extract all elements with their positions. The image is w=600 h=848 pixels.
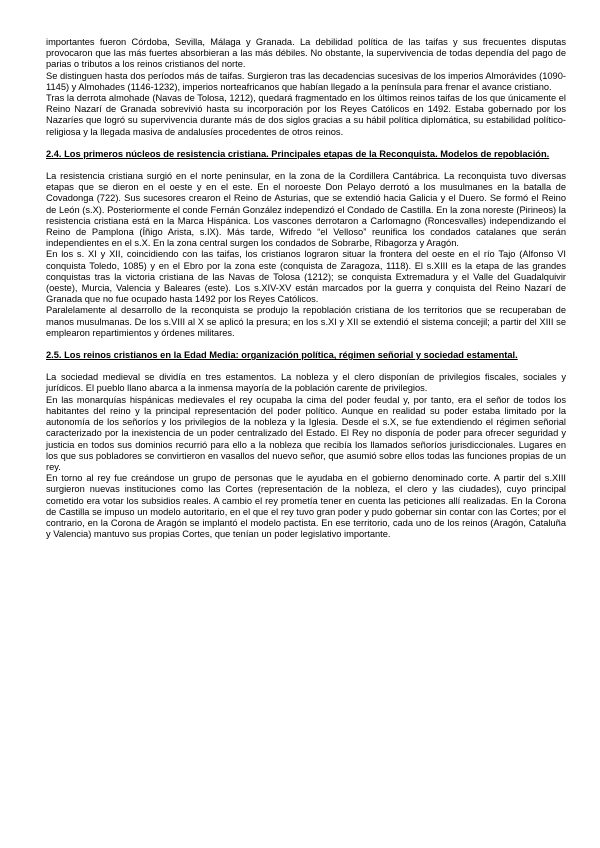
- paragraph: La sociedad medieval se dividía en tres estamentos. La nobleza y el clero disponían de privilegios fiscales, sociales y jurídicos. El pueblo llano abarca a la inmensa mayoría de la población carente de privilegios.: [46, 372, 566, 394]
- section-2-5-body: [46, 372, 566, 540]
- paragraph: En torno al rey fue creándose un grupo de personas que le ayudaba en el gobierno denominado corte. A partir del s.XIII surgieron nuevas instituciones como las Cortes (representación de la nobleza, el clero y las ciudades), cuyo principal cometido era votar los subsidios reales. A cambio el rey prometía tener en cuenta las peticiones allí realizadas. En la Corona de Castilla se impuso un modelo autoritario, en el que el rey tuvo gran poder y pudo gobernar sin contar con las Cortes; por el contrario, en la Corona de Aragón se implantó el modelo pactista. En ese territorio, cada uno de los reinos (Aragón, Cataluña y Valencia) mantuvo sus propias Cortes, que tenían un poder legislativo importante.: [46, 473, 566, 540]
- section-heading-2-5: 2.5. Los reinos cristianos en la Edad Media: organización política, régimen señorial y sociedad estamental.: [46, 350, 518, 361]
- paragraph: Se distinguen hasta dos períodos más de taifas. Surgieron tras las decadencias sucesivas de los imperios Almorávides (1090-1145) y Almohades (1146-1232), imperios norteafricanos que habían llegado a la península para frenar el avance cristiano.: [46, 70, 566, 92]
- paragraph: La resistencia cristiana surgió en el norte peninsular, en la zona de la Cordillera Cantábrica. La reconquista tuvo diversas etapas que se dieron en el oeste y en el este. En el noroeste Don Pelayo derrotó a los musulmanes en la batalla de Covadonga (722). Sus sucesores crearon el Reino de Asturias, que se extendió hacia Galicia y el Duero. Se formó el Reino de León (s.X). Posteriormente el conde Fernán González independizó el Condado de Castilla. En la zona noreste (Pirineos) la resistencia cristiana está en la Marca Hispánica. Los vascones derrotaron a Carlomagno (Roncesvalles) independizando el Reino de Pamplona (Íñigo Arista, s.IX). Más tarde, Wifredo “el Velloso” reunifica los condados catalanes que serán independientes en el s.X. En la zona central surgen los condados de Sobrarbe, Ribagorza y Aragón.: [46, 171, 566, 249]
- section-taifas-continuation: [46, 37, 566, 138]
- section-2-4-body: [46, 171, 566, 339]
- section-heading-2-4: 2.4. Los primeros núcleos de resistencia cristiana. Principales etapas de la Reconquista. Modelos de repoblación.: [46, 148, 550, 159]
- paragraph: En los s. XI y XII, coincidiendo con las taifas, los cristianos lograron situar la frontera del oeste en el río Tajo (Alfonso VI conquista Toledo, 1085) y en el Ebro por la zona este (conquista de Zaragoza, 1118). El s.XIII es la etapa de las grandes conquistas tras la victoria cristiana de las Navas de Tolosa (1212); se conquista Extremadura y el Valle del Guadalquivir (oeste), Murcia, Valencia y Baleares (este). Los s.XIV-XV están marcados por la guerra y conquista del Reino Nazarí de Granada que no fue ocupado hasta 1492 por los Reyes Católicos.: [46, 249, 566, 305]
- paragraph: Tras la derrota almohade (Navas de Tolosa, 1212), quedará fragmentado en los últimos reinos taifas de los que únicamente el Reino Nazarí de Granada sobrevivió hasta su incorporación por los Reyes Católicos en 1492. Estaba gobernado por los Nazaríes que logró su supervivencia durante más de dos siglos gracias a su hábil política diplomática, su estabilidad político-religiosa y la llegada masiva de andalusíes procedentes de otros reinos.: [46, 93, 566, 137]
- paragraph: Paralelamente al desarrollo de la reconquista se produjo la repoblación cristiana de los territorios que se recuperaban de manos musulmanas. De los s.VIII al X se aplicó la presura; en los s.XI y XII se extendió el sistema concejil; a partir del XIII se emplearon repartimientos y órdenes militares.: [46, 305, 566, 338]
- paragraph: En las monarquías hispánicas medievales el rey ocupaba la cima del poder feudal y, por tanto, era el señor de todos los habitantes del reino y la principal representación del poder político. Aunque en realidad su poder estaba limitado por la autonomía de los señoríos y los privilegios de la nobleza y la Iglesia. Desde el s.X, se fue extendiendo el régimen señorial caracterizado por la inexistencia de un poder centralizado del Estado. El Rey no disponía de poder para ofrecer seguridad y justicia en todos sus dominios recurrió para ello a la nobleza que recibía los llamados señoríos jurisdiccionales. Lugares en los que sus pobladores se convirtieron en vasallos del nuevo señor, que asumió sobre ellos todas las funciones propias de un rey.: [46, 394, 566, 472]
- paragraph: importantes fueron Córdoba, Sevilla, Málaga y Granada. La debilidad política de las taifas y sus frecuentes disputas provocaron que las más fuertes absorbieran a las más débiles. No obstante, la supervivencia de todas dependía del pago de parias o tributos a los reinos cristianos del norte.: [46, 37, 566, 70]
